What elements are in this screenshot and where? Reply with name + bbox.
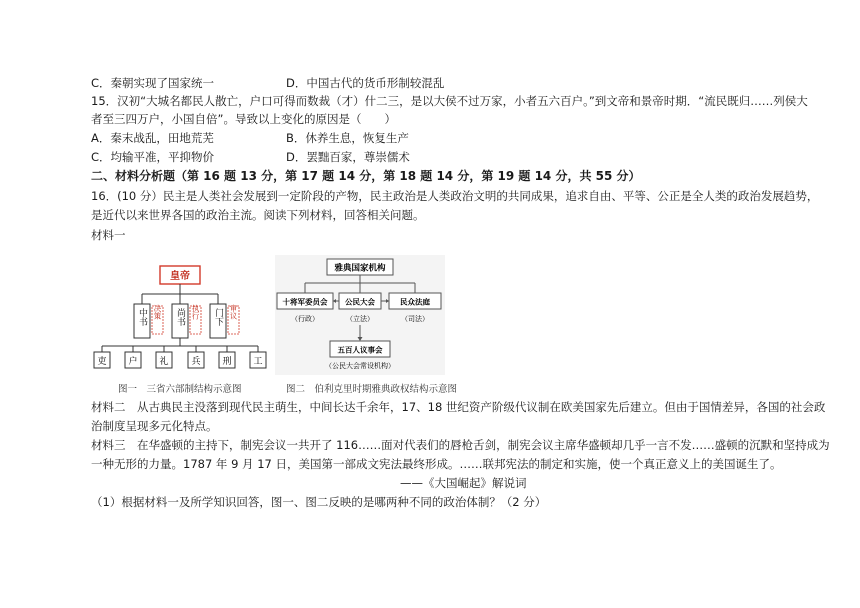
ministry-bing-label: 兵 — [191, 357, 201, 367]
q16-intro-line1: 16．(10 分）民主是人类社会发展到一定阶段的产物，民主政治是人类政治文明的共同成果，追求自由、平等、公正是全人类的政治发展趋势， — [91, 189, 819, 203]
q14-option-c: C．秦朝实现了国家统一 — [91, 76, 215, 90]
athens-title-label: 雅典国家机构 — [334, 263, 386, 274]
province-shangshu-label: 尚书 — [175, 308, 185, 326]
q15-option-d: D．罢黜百家，尊崇儒术 — [286, 150, 410, 164]
q15-stem-line1: 15．汉初“大城名都民人散亡，户口可得而数裁（才）什二三，是以大侯不过万家，小者五六百户。”到文帝和景帝时期．“流民既归……列侯大 — [91, 94, 808, 108]
q15-option-c: C．均输平准，平抑物价 — [91, 150, 215, 164]
q16-intro-line2: 是近代以来世界各国的政治主流。阅读下列材料，回答相关问题。 — [91, 208, 425, 222]
generals-sub: （行政） — [291, 315, 319, 323]
assembly-sub: （立法） — [346, 315, 374, 323]
material3-line1: 材料三 在华盛顿的主持下，制宪会议一共开了 116……面对代表们的唇枪舌剑，制宪会议主席华盛顿却几乎一言不发……盛顿的沉默和坚持成为 — [91, 438, 830, 452]
ministry-rites-label: 礼 — [159, 357, 169, 367]
generals-label: 十将军委员会 — [282, 297, 328, 307]
q14-option-d: D．中国古代的货币形制较混乱 — [286, 76, 445, 90]
figure1-caption: 图一 三省六部制结构示意图 — [118, 384, 242, 395]
material3-line2: 一种无形的力量。1787 年 9 月 17 日，美国第一部成文宪法最终形成。……联邦宪法的制定和实施，使一个真正意义上的美国诞生了。 — [91, 457, 782, 471]
court-label: 民众法庭 — [400, 297, 430, 307]
material3-source: ——《大国崛起》解说词 — [400, 476, 527, 490]
material1-label: 材料一 — [91, 228, 126, 242]
ministry-li-label: 吏 — [97, 357, 107, 367]
emperor-label: 皇帝 — [170, 271, 190, 282]
figure2-diagram — [275, 255, 445, 375]
province-menxia-label: 门下 — [213, 308, 223, 326]
question1-text: （1）根据材料一及所学知识回答，图一、图二反映的是哪两种不同的政治体制？（2 分） — [91, 495, 547, 509]
q15-stem-line2: 者至三四万户，小国自倍”。导致以上变化的原因是（ ） — [91, 112, 396, 126]
ministry-xing-label: 刑 — [222, 357, 232, 367]
material2-line1: 材料二 从古典民主没落到现代民主萌生，中间长达千余年，17、18 世纪资产阶级代议制在欧美国家先后建立。但由于国情差异，各国的社会政 — [91, 400, 826, 414]
role-decision-label: 决策 — [153, 304, 162, 320]
court-sub: （司法） — [401, 315, 429, 323]
q15-option-a: A．秦末战乱，田地荒芜 — [91, 131, 214, 145]
role-review-label: 审议 — [229, 304, 238, 320]
council-sub: （公民大会常设机构） — [325, 362, 395, 370]
role-execute-label: 执行 — [191, 304, 200, 320]
material2-line2: 治制度呈现多元化特点。 — [91, 419, 218, 433]
section2-title: 二、材料分析题（第 16 题 13 分，第 17 题 14 分，第 18 题 14 分，第 19 题 14 分，共 55 分） — [91, 169, 641, 183]
assembly-label: 公民大会 — [345, 297, 375, 307]
figure1-diagram — [90, 262, 270, 378]
figure2-caption: 图二 伯利克里时期雅典政权结构示意图 — [286, 384, 458, 395]
ministries-row — [94, 346, 266, 368]
province-zhongshu-label: 中书 — [137, 308, 147, 326]
ministry-hu-label: 户 — [128, 357, 138, 367]
q15-option-b: B．休养生息，恢复生产 — [286, 131, 409, 145]
ministry-gong-label: 工 — [253, 357, 263, 367]
council-label: 五百人议事会 — [337, 345, 383, 355]
